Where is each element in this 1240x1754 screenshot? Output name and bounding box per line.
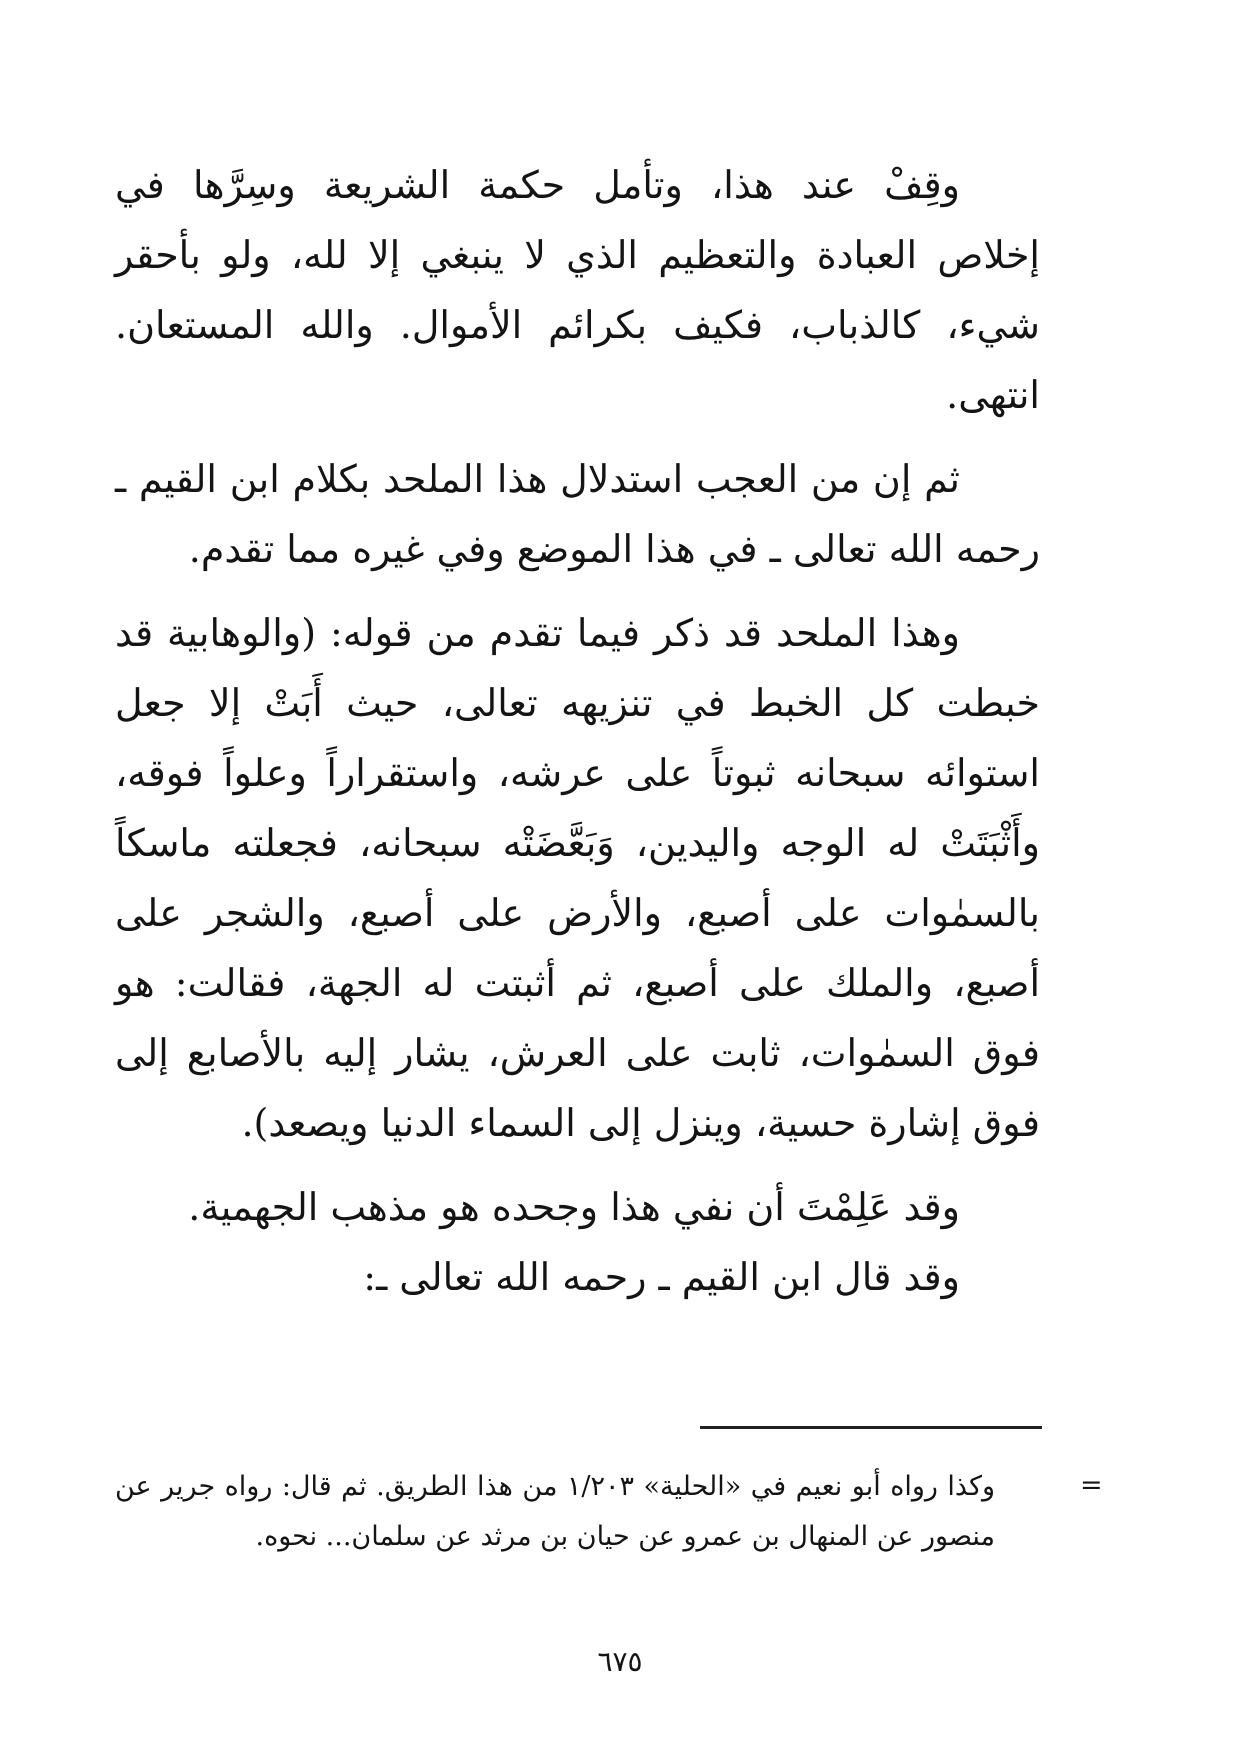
paragraph-4: وقد عَلِمْتَ أن نفي هذا وجحده هو مذهب الجهمية.	[188, 1185, 960, 1229]
paragraph-1: وقِفْ عند هذا، وتأمل حكمة الشريعة وسِرَّها في إخلاص العبادة والتعظيم الذي لا ينبغي إلا لله، ولو بأحقر شيء، كالذباب، فكيف بكرائم الأموال. والله المستعان. انتهى.	[115, 163, 1040, 417]
main-text-block	[115, 150, 1040, 1326]
paragraph-5: وقد قال ابن القيم ـ رحمه الله تعالى ـ:	[363, 1255, 960, 1299]
paragraph-3: وهذا الملحد قد ذكر فيما تقدم من قوله: (والوهابية قد خبطت كل الخبط في تنزيهه تعالى، حيث أَبَتْ إلا جعل استوائه سبحانه ثبوتاً على عرشه، واستقراراً وعلواً فوقه، وأَثْبَتَتْ له الوجه واليدين، وَبَعَّضَتْه سبحانه، فجعلته ماسكاً بالسمٰوات على أصبع، والأرض على أصبع، والشجر على أصبع، والملك على أصبع، ثم أثبتت له الجهة، فقالت: هو فوق السمٰوات، ثابت على العرش، يشار إليه بالأصابع إلى فوق إشارة حسية، وينزل إلى السماء الدنيا ويصعد).	[115, 611, 1040, 1145]
page-number: ٦٧٥	[597, 1645, 643, 1678]
paragraph-2: ثم إن من العجب استدلال هذا الملحد بكلام ابن القيم ـ رحمه الله تعالى ـ في هذا الموضع وفي غيره مما تقدم.	[115, 457, 1040, 571]
footnote-continuation-mark: =	[1080, 1470, 1103, 1501]
footnote-text: وكذا رواه أبو نعيم في «الحلية» ١/٢٠٣ من هذا الطريق. ثم قال: رواه جرير عن منصور عن المنهال بن عمرو عن حيان بن مرثد عن سلمان... نحوه.	[115, 1471, 995, 1552]
footnote-separator	[700, 1426, 1042, 1429]
